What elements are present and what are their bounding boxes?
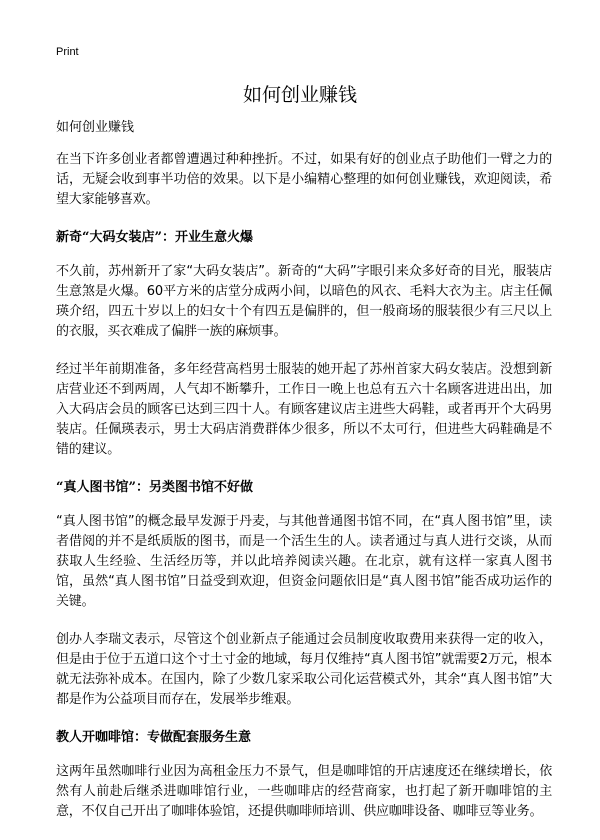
section-heading: 教人开咖啡馆：专做配套服务生意 (56, 730, 252, 745)
article-subtitle: 如何创业赚钱 (56, 120, 135, 135)
section-heading: 新奇“大码女装店”：开业生意火爆 (56, 230, 253, 245)
section-heading: “真人图书馆”：另类图书馆不好做 (56, 480, 253, 495)
paragraph: “真人图书馆”的概念最早发源于丹麦，与其他普通图书馆不同，在“真人图书馆”里，读者借阅的并不是纸质版的图书，而是一个活生生的人。读者通过与真人进行交谈，从而获取人生经验、生活经历等，并以此培养阅读兴趣。在北京，就有这样一家真人图书馆，虽然“真人图书馆”日益受到欢迎，但资金问题依旧是“真人图书馆”能否成功运作的关键。 (56, 514, 552, 609)
paragraph: 创办人李瑞文表示，尽管这个创业新点子能通过会员制度收取费用来获得一定的收入，但是由于位于五道口这个寸土寸金的地域，每月仅维持“真人图书馆”就需要2万元，根本就无法弥补成本。在国内，除了少数几家采取公司化运营模式外，其余“真人图书馆”大都是作为公益项目而存在，发展举步维艰。 (56, 632, 552, 707)
print-link[interactable]: Print (56, 46, 79, 58)
page-title: 如何创业赚钱 (242, 84, 357, 106)
paragraph: 不久前，苏州新开了家“大码女装店”。新奇的“大码”字眼引来众多好奇的目光，服装店生意煞是火爆。60平方米的店堂分成两小间，以暗色的风衣、毛料大衣为主。店主任佩瑛介绍，四五十岁以上的妇女十个有四五是偏胖的，但一般商场的服装很少有三尺以上的衣服，买衣难成了偏胖一族的麻烦事。 (56, 264, 552, 339)
intro-paragraph: 在当下许多创业者都曾遭遇过种种挫折。不过，如果有好的创业点子助他们一臂之力的话，无疑会收到事半功倍的效果。以下是小编精心整理的如何创业赚钱，欢迎阅读，希望大家能够喜欢。 (56, 152, 552, 207)
paragraph: 经过半年前期准备，多年经营高档男士服装的她开起了苏州首家大码女装店。没想到新店营业还不到两周，人气却不断攀升，工作日一晚上也总有五六十名顾客进进出出，加入大码店会员的顾客已达到三四十人。有顾客建议店主进些大码鞋，或者再开个大码男装店。任佩瑛表示，男士大码店消费群体少很多，所以不太可行，但进些大码鞋确是不错的建议。 (56, 362, 552, 457)
paragraph: 这两年虽然咖啡行业因为高租金压力不景气，但是咖啡馆的开店速度还在继续增长，依然有人前赴后继杀进咖啡馆行业，一些咖啡店的经营商家，也打起了新开咖啡馆的主意，不仅自己开出了咖啡体验馆，还提供咖啡师培训、供应咖啡设备、咖啡豆等业务。 (56, 764, 552, 819)
article-body (56, 118, 552, 840)
